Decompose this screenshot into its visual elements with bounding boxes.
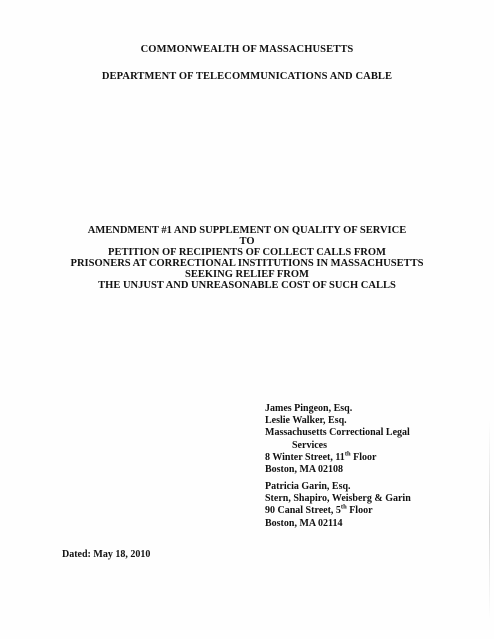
counsel-block-1 [265,403,410,476]
counsel-organization-cont: Services [292,439,327,451]
counsel-name: Leslie Walker, Esq. [265,415,347,427]
counsel-organization: Massachusetts Correctional Legal [265,427,410,439]
title-line-3: PETITION OF RECIPIENTS OF COLLECT CALLS FROM [108,246,386,258]
counsel-street: 90 Canal Street, 5th Floor [265,504,373,517]
counsel-name: Patricia Garin, Esq. [265,481,351,492]
title-line-5: SEEKING RELIEF FROM [185,268,309,280]
counsel-block-2 [265,481,411,530]
dated-line: Dated: May 18, 2010 [62,549,151,560]
counsel-firm: Stern, Shapiro, Weisberg & Garin [265,493,411,505]
scan-edge [489,420,490,620]
document-title [0,226,494,291]
title-line-2: TO [239,235,255,247]
title-line-1: AMENDMENT #1 AND SUPPLEMENT ON QUALITY OF SERVICE [87,225,407,236]
title-line-6: THE UNJUST AND UNREASONABLE COST OF SUCH CALLS [98,279,396,291]
title-line-4: PRISONERS AT CORRECTIONAL INSTITUTIONS IN MASSACHUSETTS [70,257,424,269]
header-department: DEPARTMENT OF TELECOMMUNICATIONS AND CABLE [101,71,393,82]
header-commonwealth: COMMONWEALTH OF MASSACHUSETTS [140,44,354,55]
counsel-city: Boston, MA 02114 [265,517,343,529]
counsel-city: Boston, MA 02108 [265,464,344,476]
counsel-street: 8 Winter Street, 11th Floor [265,450,377,463]
counsel-name: James Pingeon, Esq. [265,403,353,414]
